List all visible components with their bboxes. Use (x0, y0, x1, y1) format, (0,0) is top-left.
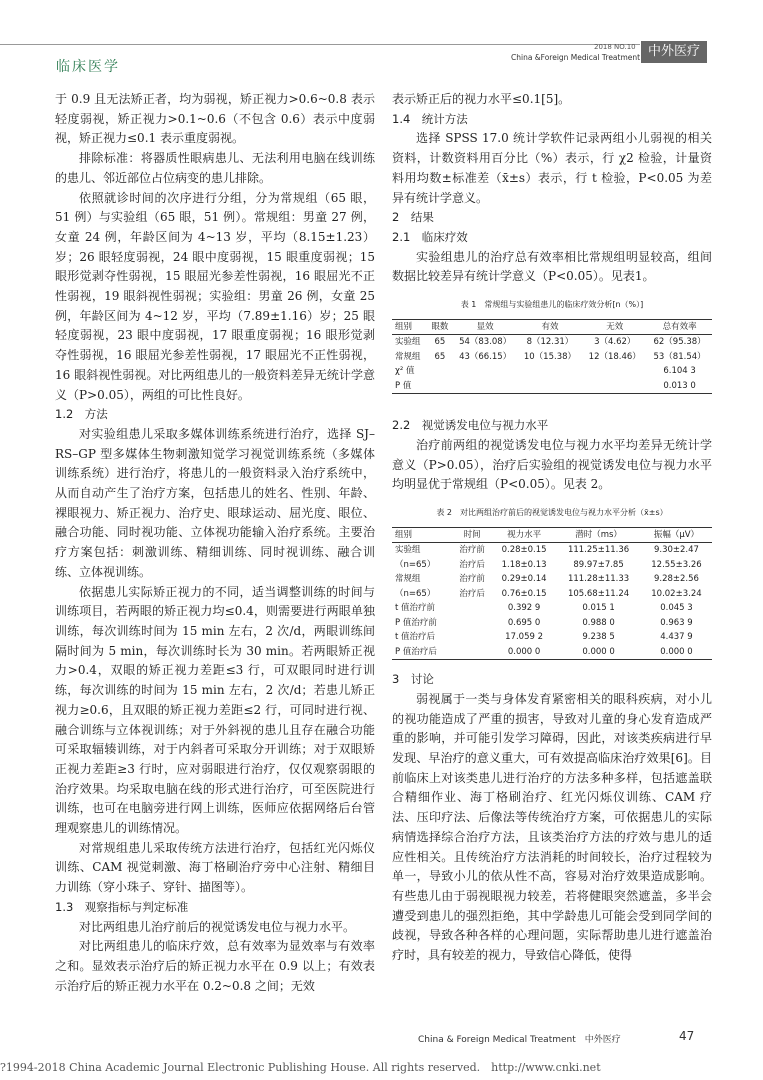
section-heading: 2 结果 (392, 210, 434, 225)
table2-cell: 0.963 9 (660, 617, 693, 628)
table2-cell: 0.392 9 (507, 603, 541, 614)
table1-cell: 53（81.54） (653, 351, 706, 362)
paragraph: 对比两组患儿治疗前后的视觉诱发电位与视力水平。 (79, 919, 356, 934)
paragraph: 对比两组患儿的临床疗效，总有效率为显效率与有效率之和。显效表示治疗后的矫正视力水平在 0.9 以上；有效表示治疗后的矫正视力水平在 0.2~0.8 之间；无效 (55, 939, 375, 993)
table2-cell: 4.437 9 (660, 632, 693, 643)
table1-cell (582, 379, 647, 394)
table2-cell (452, 630, 492, 645)
table2-cell: 10.02±3.24 (651, 588, 702, 599)
table2-cell: 治疗后 (459, 559, 485, 570)
table-row (392, 364, 712, 379)
table2-cell: （n=65） (395, 588, 436, 599)
table1-cell (453, 364, 518, 379)
table1-header-cell: 显效 (476, 321, 494, 332)
section-heading: 2.2 视觉诱发电位与视力水平 (392, 418, 549, 433)
table2-cell: 105.68±11.24 (567, 588, 630, 599)
table1-cell: P 值 (395, 380, 412, 391)
table1-cell: 54（83.08） (459, 337, 512, 348)
journal-badge: 中外医疗 (641, 41, 707, 63)
table2-cell: 0.76±0.15 (501, 588, 547, 599)
table1-cell: 0.013 0 (663, 380, 696, 391)
table2-header-cell: 时间 (463, 529, 481, 540)
section-heading: 3 讨论 (392, 672, 434, 687)
table1-cell: 3（4.62） (594, 337, 636, 348)
table2-cell: 实验组 (395, 545, 421, 556)
table2-cell: 0.695 0 (507, 617, 541, 628)
table2-cell: 0.29±0.14 (501, 574, 547, 585)
table-row (392, 572, 712, 587)
section-heading: 1.2 方法 (55, 407, 108, 422)
table2-cell: 治疗后 (459, 588, 485, 599)
table2-header-cell: 潜时（ms） (575, 529, 622, 540)
table2-header-cell: 振幅（μV） (653, 529, 700, 540)
table-row (392, 379, 712, 394)
table-row (392, 616, 712, 631)
table-row (392, 558, 712, 573)
table1-header-cell: 总有效率 (662, 321, 697, 332)
table1-header-cell: 无效 (606, 321, 624, 332)
table2-cell: t 值治疗后 (395, 632, 436, 643)
table2-cell: t 值治疗前 (395, 603, 436, 614)
table1-cell (427, 379, 453, 394)
table2-header-cell: 组别 (395, 529, 413, 540)
table2-cell: 治疗前 (459, 545, 485, 556)
table2-cell: 1.18±0.13 (501, 559, 547, 570)
table1-caption: 表 1 常规组与实验组患儿的临床疗效分析[n（%）] (460, 300, 644, 310)
paragraph: 选择 SPSS 17.0 统计学软件记录两组小儿弱视的相关资料，计数资料用百分比（%）表示，行 χ2 检验，计量资料用均数±标准差（x̄±s）表示，行 t 检验，P<0.05 为差异有统计学意义。 (392, 131, 712, 205)
section-title: 临床医学 (56, 59, 120, 75)
table2-cell: P 值治疗后 (395, 646, 437, 657)
footer-journal: China & Foreign Medical Treatment 中外医疗 (418, 1035, 621, 1045)
table2-cell: 111.25±11.36 (567, 545, 630, 556)
table2-cell: 0.28±0.15 (501, 545, 547, 556)
table2-cell: 17.059 2 (505, 632, 544, 643)
table2-cell: 89.97±7.85 (573, 559, 624, 570)
table2-header-cell: 视力水平 (507, 529, 542, 540)
page-number: 47 (679, 1029, 695, 1043)
paragraph: 对常规组患儿采取传统方法进行治疗，包括红光闪烁仪训练、CAM 视觉刺激、海丁格刷治疗旁中心注射、精细目力训练（穿小珠子、穿针、描图等）。 (55, 840, 375, 895)
table2-cell: 111.28±11.33 (567, 574, 630, 585)
table2-cell: 治疗前 (459, 574, 485, 585)
table-row (392, 335, 712, 350)
table1-cell: 8（12.31） (526, 337, 574, 348)
table-row (392, 601, 712, 616)
table2-cell: （n=65） (395, 559, 436, 570)
paragraph: 排除标准：将器质性眼病患儿、无法利用电脑在线训练的患儿、邻近部位占位病变的患儿排除。 (55, 151, 375, 185)
table1-cell (518, 379, 583, 394)
table2-cell: 12.55±3.26 (651, 559, 702, 570)
paragraph: 治疗前两组的视觉诱发电位与视力水平均差异无统计学意义（P>0.05），治疗后实验组的视觉诱发电位与视力水平均明显优于常规组（P<0.05）。见表 2。 (392, 437, 712, 492)
table1-cell (582, 364, 647, 379)
table1-header-cell: 组别 (395, 321, 413, 332)
table2 (392, 527, 712, 661)
table1-cell: 12（18.46） (588, 351, 641, 362)
paragraph: 对实验组患儿采取多媒体训练系统进行治疗，选择 SJ–RS–GP 型多媒体生物刺激知觉学习视觉训练系统（多媒体训练系统）进行治疗，将患儿的一般资料录入治疗系统中，从而自动产生了治疗方案，包括患儿的姓名、性别、年龄、裸眼视力、矫正视力、治疗史、眼球运动、屈光度、眼位、融合功能、同时视功能、立体视功能输入治疗系统。主要治疗方案包括：刺激训练、精细训练、同时视训练、融合训练、立体视训练。 (55, 426, 375, 579)
table-row (392, 645, 712, 660)
table1-cell: 43（66.15） (459, 351, 512, 362)
section-heading: 1.4 统计方法 (392, 111, 468, 126)
table2-cell: 9.28±2.56 (653, 574, 699, 585)
table1-cell (518, 364, 583, 379)
table1-cell (453, 379, 518, 394)
section-heading: 2.1 临床疗效 (392, 229, 468, 244)
table1-cell (427, 364, 453, 379)
copyright-notice: ?1994-2018 China Academic Journal Electronic Publishing House. All rights reserved. http://www.cnki.net (0, 1061, 601, 1074)
table2-cell: P 值治疗前 (395, 617, 437, 628)
journal-name-en: China &Foreign Medical Treatment (511, 53, 641, 62)
header-rule (0, 44, 640, 45)
right-column (392, 90, 712, 966)
table1-header-cell: 有效 (541, 321, 559, 332)
table2-cell: 常规组 (395, 574, 421, 585)
table2-cell: 0.015 1 (582, 603, 615, 614)
table2-cell: 9.30±2.47 (653, 545, 699, 556)
paragraph: 于 0.9 且无法矫正者，均为弱视，矫正视力>0.6~0.8 表示轻度弱视，矫正视力>0.1~0.6（不包含 0.6）表示中度弱视，矫正视力≤0.1 表示重度弱视。 (55, 92, 375, 146)
left-column (55, 90, 375, 996)
table1-cell: 6.104 3 (663, 366, 696, 377)
table1-cell: 常规组 (395, 351, 421, 362)
table2-cell (452, 601, 492, 616)
issue-number: 2018 NO.10 (594, 43, 636, 51)
table2-cell: 0.000 0 (660, 646, 693, 657)
table-row (392, 630, 712, 645)
table-row (392, 350, 712, 365)
table2-cell: 0.988 0 (582, 617, 615, 628)
table1-cell: 62（95.38） (653, 337, 706, 348)
table1-header-cell: 眼数 (431, 321, 449, 332)
table1-cell: 实验组 (395, 337, 421, 348)
paragraph: 依据患儿实际矫正视力的不同，适当调整训练的时间与训练项目，若两眼的矫正视力均≤0.4，则需要进行两眼单独训练，每次训练时间为 15 min 左右，2 次/d，两眼训练间隔时间为 5 min，每次训练时长为 30 min。若两眼矫正视力>0.4，双眼的矫正视力差距≤3 行，可双眼同时进行训练，每次训练的时间为 15 min 左右，2 次/d；若患儿矫正视力≥0.6，且双眼的矫正视力差距≤2 行，可同时进行视、融合训练与立体视训练；对于外斜视的患儿且存在融合功能可采取辐辏训练，对于内斜者可采取分开训练；对于双眼矫正视力差距≥3 行时，应对弱眼进行治疗，仅仅观察弱眼的治疗效果。均采取电脑在线的形式进行治疗，可至医院进行训练，也可在电脑旁进行网上训练，医师应依据网络后台管理观察患儿的训练情况。 (55, 584, 375, 836)
table2-cell (452, 616, 492, 631)
table2-cell: 0.000 0 (507, 646, 541, 657)
section-heading: 1.3 观察指标与判定标准 (55, 899, 189, 914)
table2-caption: 表 2 对比两组治疗前后的视觉诱发电位与视力水平分析（x̄±s） (436, 508, 668, 518)
table1-cell: χ² 值 (395, 366, 415, 377)
table1-cell: 65 (434, 351, 446, 362)
paragraph: 表示矫正后的视力水平≤0.1[5]。 (392, 92, 571, 106)
table1-cell: 10（15.38） (523, 351, 577, 362)
table1 (392, 319, 712, 395)
table-row (392, 587, 712, 602)
table2-cell: 0.045 3 (660, 603, 693, 614)
table1-cell: 65 (434, 337, 446, 348)
table-row (392, 543, 712, 558)
paragraph: 依照就诊时间的次序进行分组，分为常规组（65 眼，51 例）与实验组（65 眼，51 例）。常规组：男童 27 例，女童 24 例，年龄区间为 4~13 岁，平均（8.15±1.23）岁；26 眼轻度弱视，24 眼中度弱视，15 眼重度弱视；15 眼形觉剥夺性弱视，15 眼屈光参差性弱视，16 眼屈光不正性弱视，19 眼斜视性弱视；实验组：男童 26 例，女童 25 例，年龄区间为 4~12 岁，平均（7.89±1.16）岁；25 眼轻度弱视，23 眼中度弱视，17 眼重度弱视；16 眼形觉剥夺性弱视，16 眼屈光参差性弱视，17 眼屈光不正性弱视，16 眼斜视性弱视。对比两组患儿的一般资料差异无统计学意义（P>0.05），两组的可比性良好。 (55, 190, 375, 402)
paragraph: 实验组患儿的治疗总有效率相比常规组明显较高，组间数据比较差异有统计学意义（P<0.05）。见表1。 (392, 249, 712, 284)
paragraph: 弱视属于一类与身体发育紧密相关的眼科疾病，对小儿的视功能造成了严重的损害，导致对儿童的身心发育造成严重的影响，并可能引发学习障碍，因此，对该类疾病进行早发现、早治疗的意义重大，可有效提高临床治疗效果[6]。目前临床上对该类患儿进行治疗的方法多种多样，包括遮盖联合精细作业、海丁格刷治疗、红光闪烁仪训练、CAM 疗法、压印疗法、后像法等传统治疗方案，可依据患儿的实际病情选择综合治疗方法，且该类治疗方法的疗效与患儿的适应性相关。且传统治疗方法消耗的时间较长，治疗过程较为单一，导致小儿的依从性不高，容易对治疗效果造成影响。有些患儿由于弱视眼视力较差，若将健眼突然遮盖，多半会遭受到患儿的强烈拒绝，其中学龄患儿可能会受到同学间的歧视，导致各种各样的心理问题，实际帮助患儿进行遮盖治疗时，具有较差的视力，导致信心降低，使得 (392, 691, 712, 963)
table2-cell: 0.000 0 (582, 646, 615, 657)
table2-cell: 9.238 5 (582, 632, 615, 643)
table2-cell (452, 645, 492, 660)
